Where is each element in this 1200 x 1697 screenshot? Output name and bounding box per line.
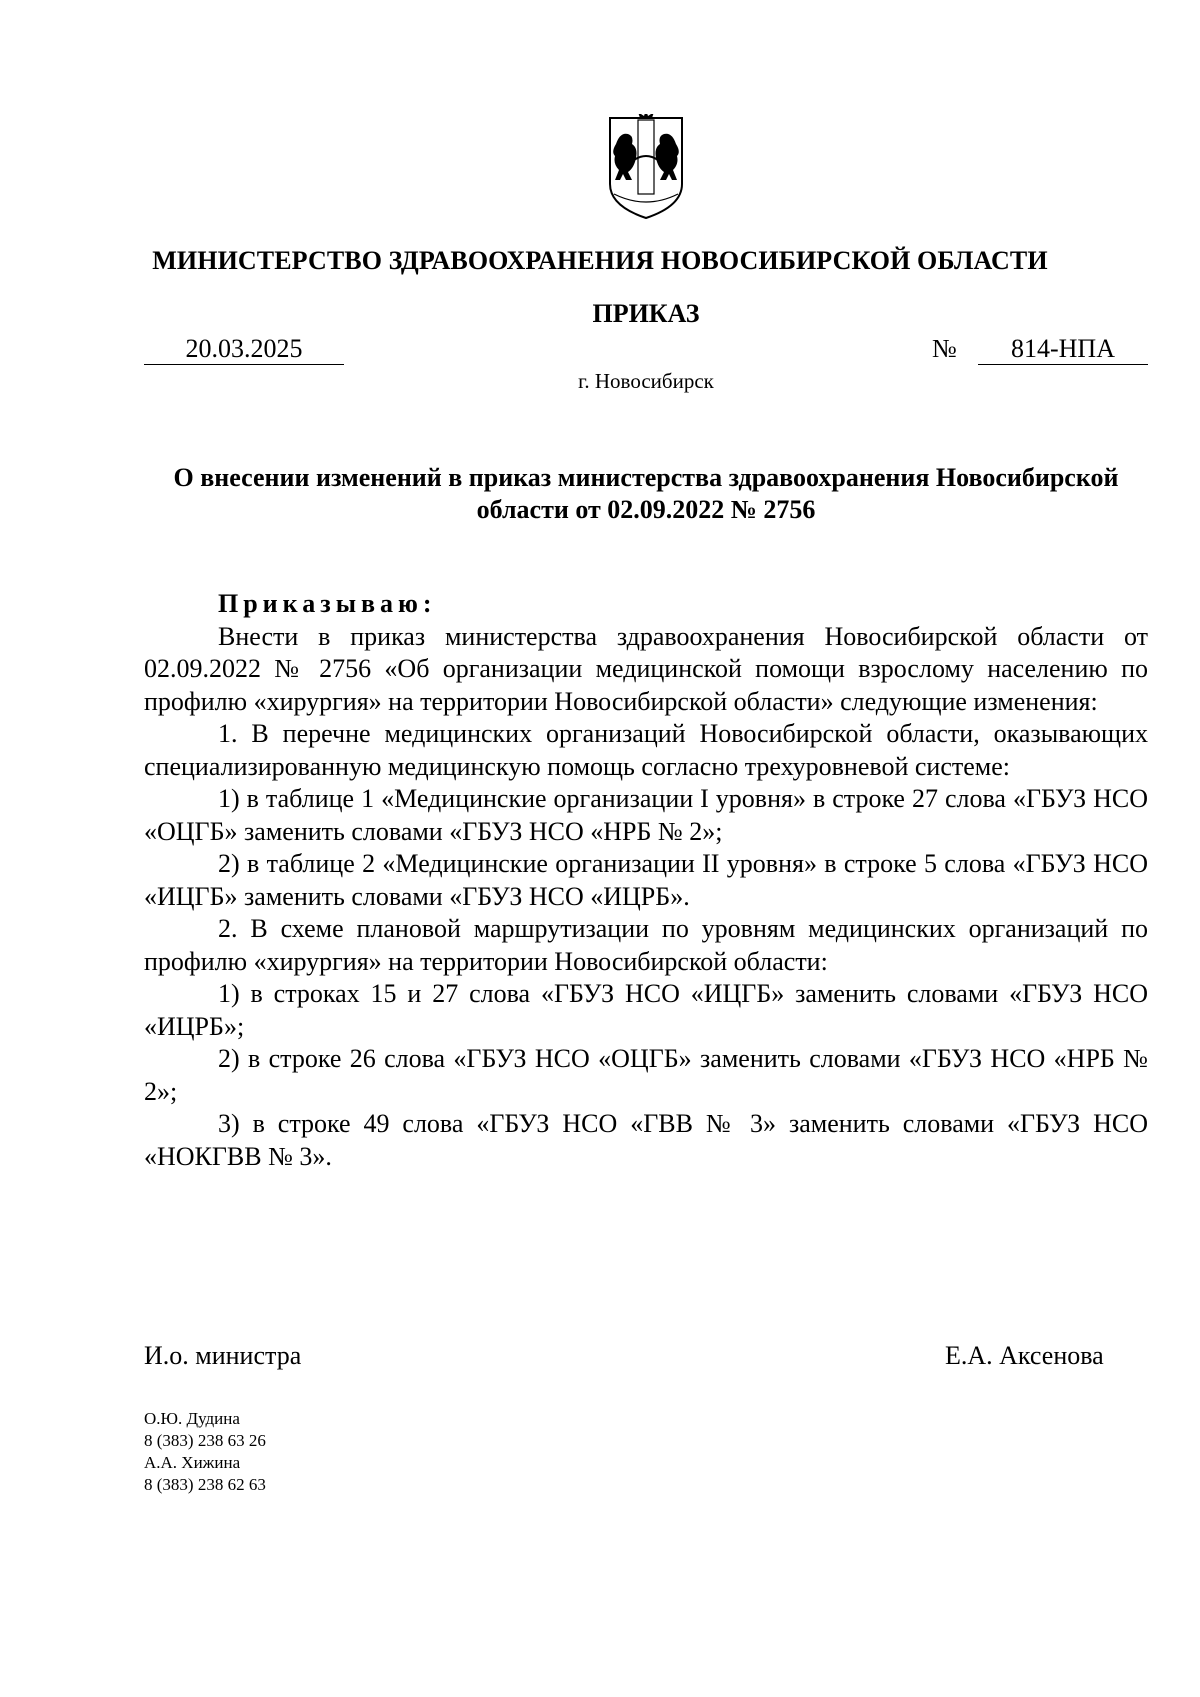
signatory-name: Е.А. Аксенова xyxy=(945,1341,1104,1370)
number-sign: № xyxy=(932,334,957,363)
ministry-name: МИНИСТЕРСТВО ЗДРАВООХРАНЕНИЯ НОВОСИБИРСКОЙ ОБЛАСТИ xyxy=(152,246,1048,275)
order-date: 20.03.2025 xyxy=(144,334,344,365)
order-subject: О внесении изменений в приказ министерства здравоохранения Новосибирской области от 02.09.2022 № 2756 xyxy=(173,463,1119,524)
body-paragraph: 1) в таблице 1 «Медицинские организации I уровня» в строке 27 слова «ГБУЗ НСО «ОЦГБ» заменить словами «ГБУЗ НСО «НРБ № 2»; xyxy=(144,784,1148,846)
coat-of-arms-icon xyxy=(604,114,688,220)
contact-line: А.А. Хижина xyxy=(144,1453,241,1472)
signatory-title: И.о. министра xyxy=(144,1341,302,1370)
city: г. Новосибирск xyxy=(578,369,714,393)
order-directive: Приказываю: xyxy=(218,589,437,618)
body-paragraph: 2) в таблице 2 «Медицинские организации II уровня» в строке 5 слова «ГБУЗ НСО «ИЦГБ» заменить словами «ГБУЗ НСО «ИЦРБ». xyxy=(144,849,1148,911)
body-paragraph: 1. В перечне медицинских организаций Новосибирской области, оказывающих специализированную медицинскую помощь согласно трехуровневой системе: xyxy=(144,719,1148,781)
contacts-block xyxy=(144,1408,266,1496)
contact-line: 8 (383) 238 62 63 xyxy=(144,1475,266,1494)
document-type: ПРИКАЗ xyxy=(592,299,700,328)
order-number: 814-НПА xyxy=(978,334,1148,365)
contact-line: О.Ю. Дудина xyxy=(144,1409,240,1428)
order-body xyxy=(144,588,1148,1173)
body-paragraph: 1) в строках 15 и 27 слова «ГБУЗ НСО «ИЦГБ» заменить словами «ГБУЗ НСО «ИЦРБ»; xyxy=(144,979,1148,1041)
contact-line: 8 (383) 238 63 26 xyxy=(144,1431,266,1450)
body-paragraph: 3) в строке 49 слова «ГБУЗ НСО «ГВВ № 3» заменить словами «ГБУЗ НСО «НОКГВВ № 3». xyxy=(144,1109,1148,1171)
body-paragraph: 2) в строке 26 слова «ГБУЗ НСО «ОЦГБ» заменить словами «ГБУЗ НСО «НРБ № 2»; xyxy=(144,1044,1148,1106)
body-paragraph: Внести в приказ министерства здравоохранения Новосибирской области от 02.09.2022 № 2756 «Об организации медицинской помощи взрослому населению по профилю «хирургия» на территории Новосибирской области» следующие изменения: xyxy=(144,621,1148,716)
body-paragraph: 2. В схеме плановой маршрутизации по уровням медицинских организаций по профилю «хирургия» на территории Новосибирской области: xyxy=(144,914,1148,976)
